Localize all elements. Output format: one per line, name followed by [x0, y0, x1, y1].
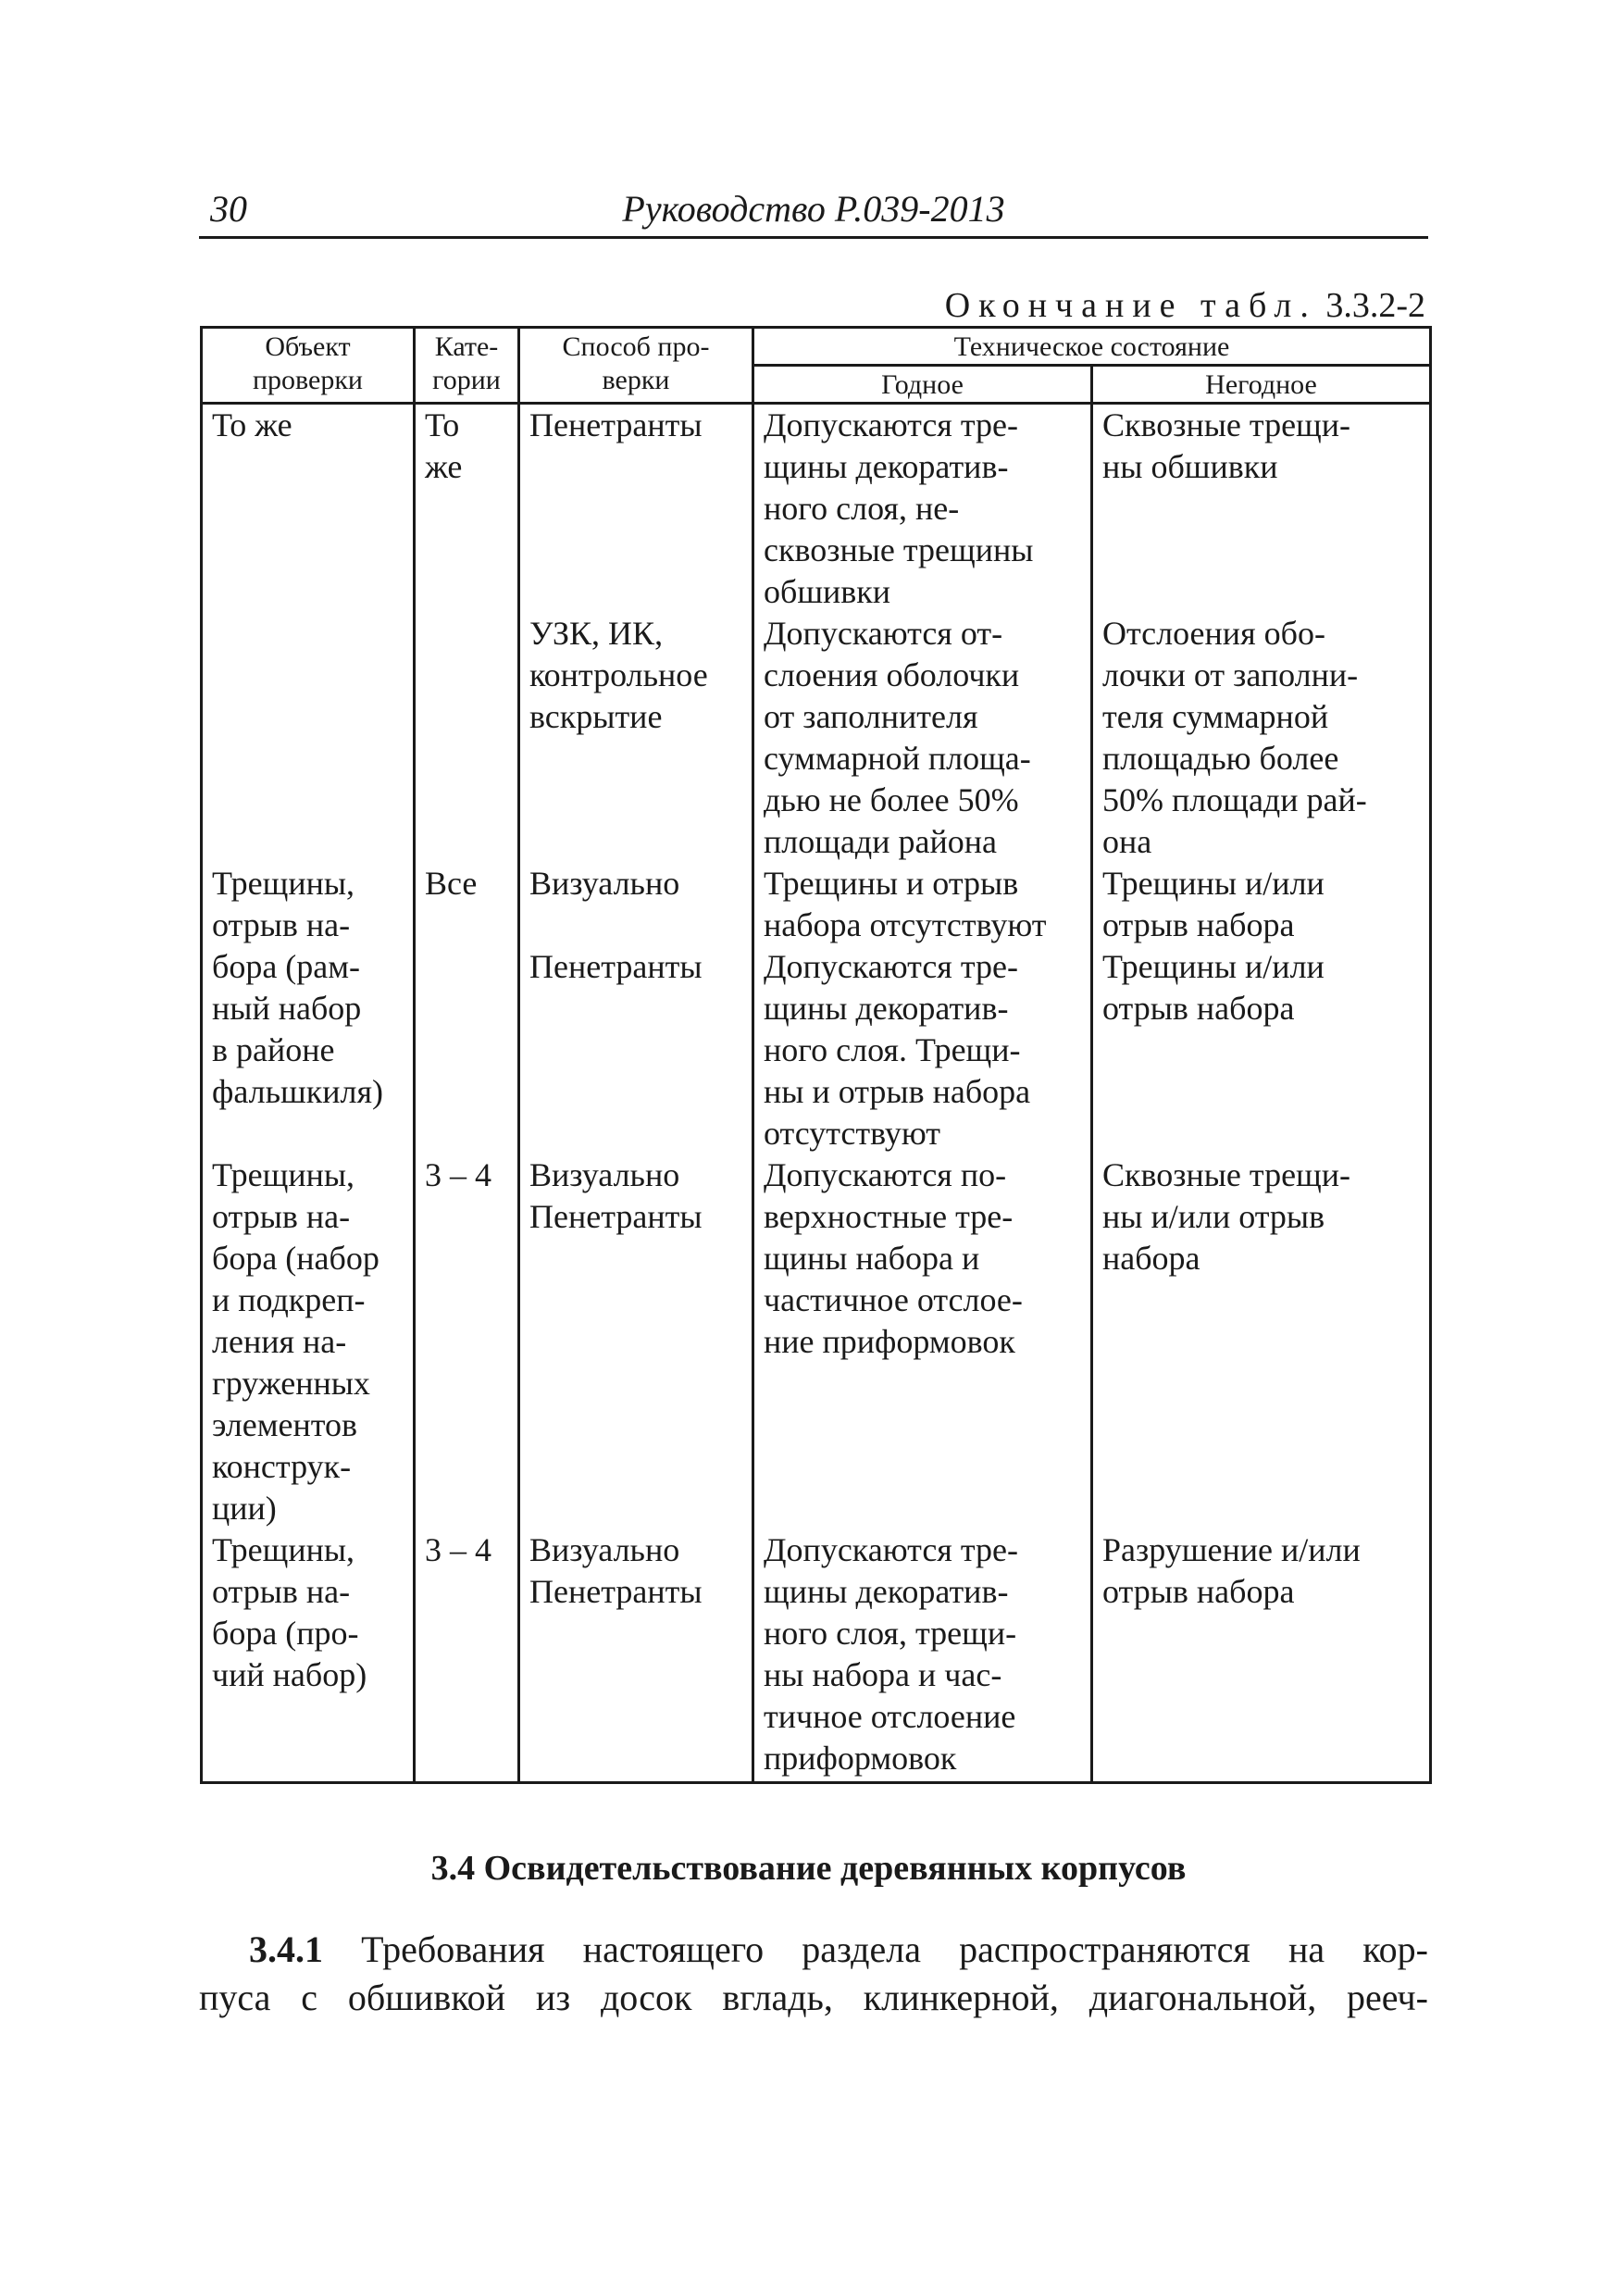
- running-title: Руководство Р.039-2013: [622, 188, 1005, 230]
- table-row: [202, 1154, 1431, 1529]
- cell-object: Трещины, отрыв на- бора (набор и подкреп- ления на- груженных элементов конструк- ции): [202, 1154, 415, 1529]
- cell-good: Трещины и отрыв набора отсутствуют Допускаются тре- щины декоратив- ного слоя. Трещи- ны и отрыв набора отсутствуют: [753, 863, 1092, 1154]
- cell-method: Пенетранты: [519, 404, 753, 614]
- cell-bad: Сквозные трещи- ны и/или отрыв набора: [1092, 1154, 1431, 1529]
- table-row: [202, 1529, 1431, 1783]
- paragraph-text-1: Требования настоящего раздела распространяются на кор-: [361, 1928, 1429, 1970]
- cell-category: Все: [415, 863, 519, 1154]
- header-bad: Негодное: [1092, 366, 1431, 404]
- section-paragraph: [199, 1926, 1428, 2022]
- cell-bad: Трещины и/или отрыв набора Трещины и/или отрыв набора: [1092, 863, 1431, 1154]
- header-tech-state: Техническое состояние: [753, 328, 1431, 366]
- header-object: Объект проверки: [202, 328, 415, 404]
- cell-bad: Разрушение и/или отрыв набора: [1092, 1529, 1431, 1783]
- table-row: [202, 404, 1431, 614]
- cell-good: Допускаются тре- щины декоратив- ного слоя, трещи- ны набора и час- тичное отслоение приформовок: [753, 1529, 1092, 1783]
- cell-good: Допускаются тре- щины декоратив- ного слоя, не- сквозные трещины обшивки: [753, 404, 1092, 614]
- section-title: 3.4 Освидетельствование деревянных корпусов: [430, 1849, 1187, 1888]
- cell-method: УЗК, ИК, контрольное вскрытие: [519, 613, 753, 863]
- cell-object: Трещины, отрыв на- бора (рам- ный набор в районе фальшкиля): [202, 863, 415, 1154]
- header-rule: [199, 236, 1428, 239]
- table-row: [202, 613, 1431, 863]
- paragraph-number: 3.4.1: [249, 1928, 323, 1970]
- header-good: Годное: [753, 366, 1092, 404]
- paragraph-line-1: [199, 1926, 1428, 1974]
- header-category: Кате- гории: [415, 328, 519, 404]
- cell-object: То же: [202, 404, 415, 614]
- table-caption: [921, 285, 1425, 326]
- cell-method: Визуально Пенетранты: [519, 1154, 753, 1529]
- page-number: 30: [210, 188, 247, 230]
- cell-bad: Отслоения обо- лочки от заполни- теля суммарной площадью более 50% площади рай- она: [1092, 613, 1431, 863]
- table-caption-prefix: Окончание табл.: [944, 286, 1317, 325]
- cell-category: [415, 613, 519, 863]
- paragraph-text-2: пуса с обшивкой из досок вгладь, клинкерной, диагональной, рееч-: [199, 1977, 1428, 2018]
- cell-good: Допускаются по- верхностные тре- щины набора и частичное отслое- ние приформовок: [753, 1154, 1092, 1529]
- cell-category: 3 – 4: [415, 1154, 519, 1529]
- header-method: Способ про- верки: [519, 328, 753, 404]
- cell-object: [202, 613, 415, 863]
- cell-object: Трещины, отрыв на- бора (про- чий набор): [202, 1529, 415, 1783]
- table-row: [202, 863, 1431, 1154]
- page-header: [199, 187, 1428, 239]
- inspection-table: [200, 326, 1432, 1784]
- cell-category: 3 – 4: [415, 1529, 519, 1783]
- table-caption-number: 3.3.2-2: [1325, 286, 1425, 325]
- cell-method: Визуально Пенетранты: [519, 1529, 753, 1783]
- cell-category: То же: [415, 404, 519, 614]
- cell-bad: Сквозные трещи- ны обшивки: [1092, 404, 1431, 614]
- cell-method: Визуально Пенетранты: [519, 863, 753, 1154]
- cell-good: Допускаются от- слоения оболочки от заполнителя суммарной площа- дью не более 50% площади района: [753, 613, 1092, 863]
